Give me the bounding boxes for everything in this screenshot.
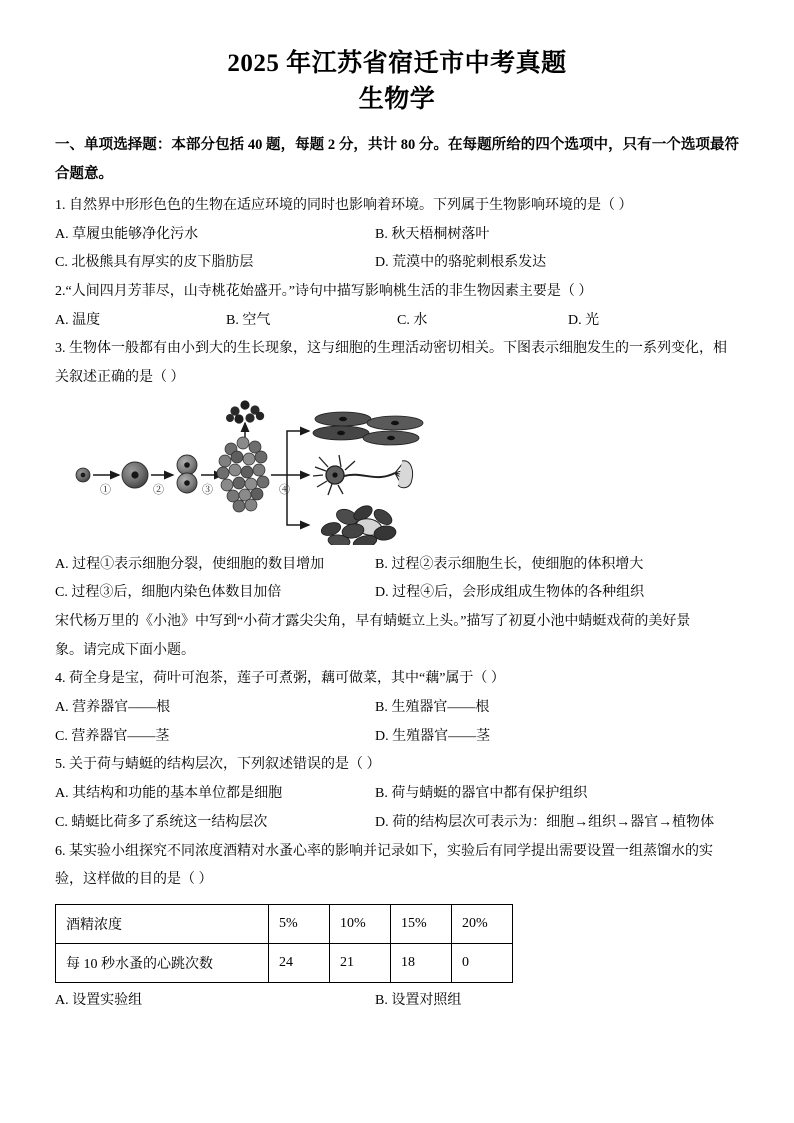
question-6-options-row-1: [55, 987, 739, 1016]
question-4-option-b[interactable]: B. 生殖器官——根: [375, 700, 490, 716]
question-5-options-row-2: [55, 809, 739, 838]
question-3-option-b[interactable]: B. 过程②表示细胞生长，使细胞的体积增大: [375, 556, 644, 572]
question-1-options-row-2: [55, 249, 739, 278]
question-4-options-row-2: [55, 723, 739, 752]
question-6-option-b[interactable]: B. 设置对照组: [375, 992, 462, 1008]
passage-line-2: 象。请完成下面小题。: [55, 642, 195, 658]
svg-text:②: ②: [153, 483, 164, 496]
question-2-option-a[interactable]: A. 温度: [55, 312, 101, 328]
page-content: [55, 46, 739, 1016]
figure-stage-small-cell: [76, 468, 90, 482]
question-2-stem: 2.“人间四月芳菲尽，山寺桃花始盛开。”诗句中描写影响桃生活的非生物因素主要是（ ）: [55, 283, 593, 299]
question-4-option-d[interactable]: D. 生殖器官——茎: [375, 728, 491, 744]
svg-text:④: ④: [279, 483, 290, 496]
figure-neuron-cell: [313, 455, 413, 495]
cell-process-diagram: [73, 397, 433, 545]
question-2-option-c[interactable]: C. 水: [397, 312, 428, 328]
figure-stage-dividing-cell: [177, 455, 197, 493]
question-1-option-c[interactable]: C. 北极熊具有厚实的皮下脂肪层: [55, 255, 254, 271]
table-row-label-concentration: 酒精浓度: [56, 904, 269, 943]
question-5-option-c[interactable]: C. 蜻蜓比荷多了系统这一结构层次: [55, 814, 268, 830]
page-title: 2025 年江苏省宿迁市中考真题: [227, 50, 567, 77]
passage-line-1: 宋代杨万里的《小池》中写到“小荷才露尖尖角，早有蜻蜓立上头。”描写了初夏小池中蜻蜓戏荷的美好景: [55, 614, 691, 630]
question-1-options-row-1: [55, 221, 739, 250]
table-cell-beat-2: 21: [330, 943, 391, 982]
table-cell-conc-1: 5%: [269, 904, 330, 943]
figure-stage-grown-cell: [122, 462, 148, 488]
svg-text:①: ①: [100, 483, 111, 496]
question-1-option-b[interactable]: B. 秋天梧桐树落叶: [375, 226, 490, 242]
question-6-option-a[interactable]: A. 设置实验组: [55, 992, 143, 1008]
question-3-options-row-2: [55, 579, 739, 608]
question-4-option-a[interactable]: A. 营养器官——根: [55, 700, 171, 716]
cell-differentiation-figure: [55, 397, 739, 547]
question-3-stem-line-1: 3. 生物体一般都有由小到大的生长现象，这与细胞的生理活动密切相关。下图表示细胞发生的一系列变化，相: [55, 341, 727, 357]
question-2-option-b[interactable]: B. 空气: [226, 312, 271, 328]
question-3-option-d[interactable]: D. 过程④后，会形成组成生物体的各种组织: [375, 585, 645, 601]
question-2-options-row: [55, 307, 739, 336]
question-5-option-b[interactable]: B. 荷与蜻蜓的器官中都有保护组织: [375, 786, 588, 802]
question-3-stem-line-2: 关叙述正确的是（ ）: [55, 369, 185, 385]
figure-muscle-cells: [313, 412, 423, 445]
table-cell-conc-4: 20%: [452, 904, 513, 943]
question-4-option-c[interactable]: C. 营养器官——茎: [55, 728, 170, 744]
svg-text:③: ③: [202, 483, 213, 496]
question-1-option-d[interactable]: D. 荒漠中的骆驼刺根系发达: [375, 255, 547, 271]
table-cell-conc-3: 15%: [391, 904, 452, 943]
table-cell-conc-2: 10%: [330, 904, 391, 943]
question-3-option-c[interactable]: C. 过程③后，细胞内染色体数目加倍: [55, 585, 282, 601]
figure-stage-cell-mass: [217, 437, 269, 512]
question-4-stem: 4. 荷全身是宝，荷叶可泡茶，莲子可煮粥，藕可做菜，其中“藕”属于（ ）: [55, 671, 505, 687]
question-6-stem-line-1: 6. 某实验小组探究不同浓度酒精对水蚤心率的影响并记录如下，实验后有同学提出需要设置一组蒸馏水的实: [55, 843, 713, 859]
question-3-options-row-1: [55, 551, 739, 580]
section-header: 一、单项选择题：本部分包括 40 题，每题 2 分，共计 80 分。在每题所给的四个选项中，只有一个选项最符合题意。: [55, 137, 739, 183]
page-subtitle: 生物学: [358, 85, 436, 113]
table-row-heartbeat: [56, 943, 513, 982]
alcohol-heartrate-table: [55, 904, 513, 983]
question-5-options-row-1: [55, 780, 739, 809]
question-3-option-a[interactable]: A. 过程①表示细胞分裂，使细胞的数目增加: [55, 556, 325, 572]
table-cell-beat-3: 18: [391, 943, 452, 982]
table-cell-beat-4: 0: [452, 943, 513, 982]
table-row-label-heartbeat: 每 10 秒水蚤的心跳次数: [56, 943, 269, 982]
question-1-option-a[interactable]: A. 草履虫能够净化污水: [55, 226, 199, 242]
question-2-option-d[interactable]: D. 光: [568, 312, 600, 328]
question-5-option-a[interactable]: A. 其结构和功能的基本单位都是细胞: [55, 786, 283, 802]
table-row-concentration: [56, 904, 513, 943]
question-5-stem: 5. 关于荷与蜻蜓的结构层次，下列叙述错误的是（ ）: [55, 757, 381, 773]
table-cell-beat-1: 24: [269, 943, 330, 982]
question-6-stem-line-2: 验，这样做的目的是（ ）: [55, 872, 213, 888]
question-5-option-d[interactable]: D. 荷的结构层次可表示为：细胞→组织→器官→植物体: [375, 814, 715, 830]
question-1-stem: 1. 自然界中形形色色的生物在适应环境的同时也影响着环境。下列属于生物影响环境的是（ ）: [55, 197, 633, 213]
cell-differentiation-figure-inner: [73, 397, 433, 550]
figure-top-cluster: [226, 400, 264, 423]
figure-blood-cells: [320, 502, 397, 544]
question-4-options-row-1: [55, 694, 739, 723]
